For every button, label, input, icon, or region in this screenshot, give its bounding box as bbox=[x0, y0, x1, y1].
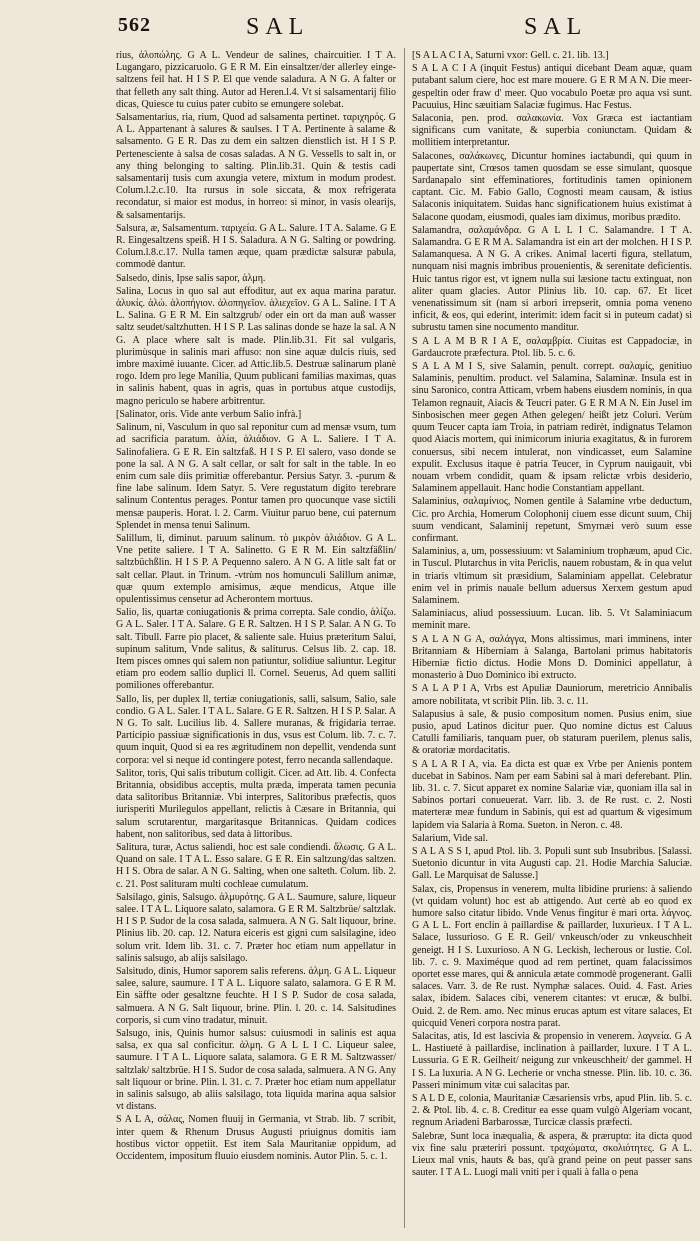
dictionary-entry: Salsitudo, dinis, Humor saporem salis referens. ἁλμη. G A L. Liqueur salee, salure, saumure. I T A L. Liquore salato, salamora. G E R M. Ein säffte oder gesaltzne feuchte. H I S P. Sudor de cosa salada, salmuera. A N G. Salt liquour, brine. Plin. l. 20. c. 14. Salsitudines corporis, si cum vino tradatur, minuit. bbox=[116, 966, 396, 1026]
dictionary-entry: Salaminiacus, aliud possessiuum. Lucan. lib. 5. Vt Salaminiacum meminit mare. bbox=[412, 608, 692, 632]
dictionary-entry: S A L D E, colonia, Mauritaniæ Cæsariensis vrbs, apud Plin. lib. 5. c. 2. & Ptol. lib. 4. c. 8. Creditur ea esse quam vulgò Algeriam vocant, regnum Ariadeni Barbarossæ, Turcicæ classis præfecti. bbox=[412, 1093, 692, 1129]
dictionary-entry: Salsilago, ginis, Salsugo. ἁλμυρότης. G A L. Saumure, salure, liqueur salee. I T A L. Liquore salato, salamora. G E R M. Saltzbrüe/ saltzlak. H I S P. Sudor de la cosa salada, salmuera. A N G. Salt liquour, brine. Plinius lib. 20. cap. 12. Natura eiceris est gigni cum salsilagine, ideo solum vrit. Idem lib. 31. c. 7. Præter hoc etiam num appellatur in salinis salsugo, ab alijs salsilago. bbox=[116, 891, 396, 964]
dictionary-entry: S A L A R I A, via. Ea dicta est quæ ex Vrbe per Anienis pontem ducebat in Sabinos. Nam per eam Sabini sal à mari deferebant. Plin. lib. 31. c. 7. Sicut apparet ex nomine Salariæ viæ, quoniam illa sal in Sabinos portari conueuerat. Varr. lib. 3. de Re rust. c. 2. Nosti materteræ meæ fundum in Sabinis, qui est ad quartum & vigesimum lapidem via Salaria à Roma. Sueton. in Neron. c. 48. bbox=[412, 758, 692, 831]
left-column bbox=[116, 50, 396, 1230]
dictionary-entry: Salio, lis, quartæ coniugationis & prima correpta. Sale condio, ἁλίζω. G A L. Saler. I T A. Salare. G E R. Saltzen. H I S P. Salar. A N G. To salt. Tibull. Farre pio placet, & saliente sale. Huius præteritum Salui, supinum salitum, Vnde salitus, & saliturus. Celsus lib. 2. cap. 18. Item pisces omnes qui salem non patiuntur, solidiue saliuntur. Legitur etiam pro eodem sallio duplici ll. Cornel. Seuerus, Ad quem salliti pomiliones offerebantur. bbox=[116, 607, 396, 692]
dictionary-entry: Salsamentarius, ria, rium, Quod ad salsamenta pertinet. ταριχηρός. G A L. Appartenant à salures & saulses. I T A. Pertinente à salame & salsamento. G E R. Das zu dem ein saltzen dienstlich ist. H I S P. Pertenesciente à salsa de cosas saladas. A N G. Vessells to salt in, or any thing belonging to salting. Plin.lib.31. Quin & testis cadi salsamentarij tusis cum axungia vetere, mixtum in modum prodest. Colum.l.2.c.10. Ita rursus in sole siccata, & mox refrigerata recondatur, si maior est modus, in horreo: si minor, in vasis olearijs, & salsamentarijs. bbox=[116, 112, 396, 221]
dictionary-entry: Salaminius, a, um, possessiuum: vt Salaminium trophæum, apud Cic. in Tuscul. Plutarchus in vita Periclis, nauem robustam, & in qua velut in triaris vltimum sit præsidium, Salaminiam appellat. Celebratur enim vel in primis nauale bellum aduersus Xerxem gestum apud Salaminem. bbox=[412, 546, 692, 606]
page-number: 562 bbox=[118, 14, 151, 36]
dictionary-entry: Salinum, ni, Vasculum in quo sal reponitur cum ad mensæ vsum, tum ad sacrificia paratum. ἁλία, ἁλιάδιον. G A L. Saliere. I T A. Salinofaliera. G E R. Ein saltzfaß. H I S P. El salero, vaso donde se pone la sal. A N G. A salt cellar, or salt for salt in the table. In eo enim cum sale diis primitiæ offerebantur. Persius Satyr. 3. -purum & fine labe salinum. Idem Satyr. 5. Vere regustatum digito terebrare salinum Contentus perages. Pontur tamen pro quocunque vase sictili mensæ pauperis. Horat. l. 2. Carm. Viuitur paruo bene, cui paternum Splendet in mensa tenui Salinum. bbox=[116, 422, 396, 531]
dictionary-entry: Salsedo, dinis, Ipse salis sapor, ἁλμη. bbox=[116, 272, 266, 284]
dictionary-entry: Salamandra, σαλαμάνδρα. G A L L I C. Salamandre. I T A. Salamandra. G E R M A. Salamandra ist ein art der molchen. H I S P. Salamanquesa. A N G. A crikes. Animal lacerti figura, stellatum, nunquam nisi magnis imbribus prouenientis, & serenitate deficientis. Huic tantus rigor est, vt ignem nulla sui læsione tactu extinguat, non aliter quam glacies. Autor Plinius lib. 10. cap. 67. Et licet venenatissimum sit (nam si arbori irrepserit, omnia poma veneno inficit, & eos, qui ederint, interimit: idem facit si in puteum cadat) si subrustu tamen sine nocumento manditur. bbox=[412, 224, 692, 334]
dictionary-entry: S A L A P I A, Vrbs est Apuliæ Dauniorum, meretricio Annibalis amore nobilitata, vt scribit Plin. lib. 3. c. 11. bbox=[412, 683, 692, 707]
dictionary-entry: Salaminius, σαλαμίνιος, Nomen gentile à Salamine vrbe deductum, Cic. pro Archia, Homerum Colophonij ciuem esse dicunt suum, Chij suum vendicant, Salaminij repetunt, Smyrnæi verò suum esse confirmant. bbox=[412, 496, 692, 544]
dictionary-entry: Salsura, æ, Salsamentum. ταριχεία. G A L. Salure. I T A. Salame. G E R. Eingesaltzens speiß. H I S. Saladura. A N G. Salting or powdring. Colum.l.8.c.17. Nulla tamen æque, quam prædictæ salsuræ pabula, commodè dantur. bbox=[116, 222, 396, 271]
dictionary-entry: Salebræ, Sunt loca inæqualia, & aspera, & præruptα: ita dicta quod vix fine salu præteriri possunt. τραχώματα, σκολιότητες. G A L. Lieux mal vnis, hauts & bas, qu'à grand peine on peut passer sans sauter. I T A L. Luogi mali vniti per i quali à falla o pena bbox=[412, 1130, 692, 1179]
dictionary-entry: S A L A N G A, σαλάγγα, Mons altissimus, mari imminens, inter Britanniam & Hiberniam à Salanga, Bartolani primus habitatoris Hiberniæ fictio dictus. Hodie Mons D. Dominici appellatur, à monasterio à Duo Dominico ibi extructo. bbox=[412, 633, 692, 682]
dictionary-entry: S A L A, σάλας, Nomen fluuij in Germania, vt Strab. lib. 7 scribit, inter quem & Rhenum Drusus Augusti priuignus domitis iam hostibus victor oppetiit. Est item Sala Mauritaniæ oppidum, ad Occidentem, impositum fluuio eiusdem nominis. Autor Plin. 5. c. 1. bbox=[116, 1114, 396, 1163]
dictionary-entry: S A L A M B R I A E, σαλαμβρία. Ciuitas est Cappadociæ, in Gardaucrote præfectura. Ptol. lib. 5. c. 6. bbox=[412, 335, 692, 359]
right-column bbox=[412, 50, 692, 1230]
dictionary-entry: [S A L A C I A, Saturni vxor: Gell. c. 21. lib. 13.] bbox=[412, 50, 609, 61]
dictionary-entry: Salillum, li, diminut. paruum salinum. τὸ μικρὸν ἁλιάδιον. G A L. Vne petite saliere. I T A. Salinetto. G E R M. Ein saltzfäßlin/ saltzbüchßlin. H I S P. A Pequenno salero. A N G. A litle salt fat or salt cellar. Plaut. in Trinum. -vtrùm nos homunculi Salillum animæ, quæ quum extemplo amisimus, æque mendicus, Atque ille opulentissimus censetur ad Acherontem mortuus. bbox=[116, 532, 396, 605]
dictionary-entry: Salacitas, atis, Id est lascivia & propensio in venerem. λαγνεία. G A L. Hastiueté à paillardise, inclination à paillarder, luxure. I T A L. Lussuria. G E R. Geilheit/ neigung zur vnkeuschheit/ der gammel. H I S. La luxuria. A N G. Lecherie or vncha stnesse. Plin. lib. 10. c. 36. Passeri minimum vitæ cui salacitas par. bbox=[412, 1031, 692, 1091]
running-head-right: SAL bbox=[524, 14, 588, 40]
dictionary-entry: Salax, cis, Propensus in venerem, multa libidine pruriens: à saliendo (vt quidam volunt) hoc est ab attigendo. Aut certè ab eo quod ex humore salso citatur libido. Vnde Venus fingitur è mari orta. λάγνος. G A L L. Fort enclin à paillardise & paillarder, luxurieux. I T A L. Salace, lussurioso. G E R. Geil/ vnkeusch/oder zu vnkeuschheit geneigt. H I S. Luxurioso. A N G. Leckish, lecherous or lustie. Col. lib. 7. c. 9. Maximéque quod ad rem pertinet, quam falacissimos oportet esse mares, qui & annicula ætate commodè progenerant. Galli salaces. Varr. 3. de Re rust. Nymphæ salaces. Ouid. 4. Fast. Aries salax, ibidem. Salaces cibi, venerem citantes: vt erucæ, & bulbi. Ouid. 2. de Rem. amo. Nec minus erucas aptum est vitare salaces, Et quicquid Veneri corpora nostra parat. bbox=[412, 883, 692, 1029]
dictionary-entry: Salsugo, inis, Quinis humor salsus: cuiusmodi in salinis est aqua salsa, ex qua sal conficitur. ἁλμη. G A L L I C. Liqueur salee, saumure. I T A L. Liquore salata, salamora. G E R M. Saltzwasser/ saltzlak/ saltzbrüe. H I S. Sudor de cosa salada, salmuera. A N G. Any salt liquour or brine. Plin. l. 31. c. 7. Præter hoc etiam num appellatur in salinis salsugo, ab aliis salsilago, tota liquida marina aqua salsior vt distans. bbox=[116, 1028, 396, 1113]
dictionary-entry: [Salinator, oris. Vide ante verbum Salio infrà.] bbox=[116, 408, 302, 420]
dictionary-entry: Salina, Locus in quo sal aut effoditur, aut ex aqua marina paratur. ἁλυκίς. ἁλώ. ἁλοπήγιον. ἁλοπηγεῖον. ἁλιεχεῖον. G A L. Saline. I T A L. Salina. G E R M. Ein saltzgrub/ oder ein ort da man auß wasser saltz seudet/saltzhutten. H I S P. Las salinas donde se haze la sal. A N G. A place where salt is made. Plin.lib.31. Fit sal vulgaris, plurimùsque in salinis mari affuso: non sine aquæ dulcis riuis, sed imbre maximè iuuante. Cicer. ad Attic.lib.5. Destruæ salinarum planè rogo. Idem pro lege Manilia, Quum publicani familias maximas, quas in salinis habent, quas in agris, quas in portubus atque custodijs, magno periculo se habere arbitrentur. bbox=[116, 285, 396, 407]
dictionary-entry: Salacones, σαλάκωνες, Dicuntur homines iactabundi, qui quum in paupertate sint, Crœsos tamen quosdam se esse simulant, quosque Sardanapalo sint effeminatiores, fortitudinis tamen opinionem captant. Cic. M. Fabio Gallo, Cognosti meam causam, & istius Salaconis iniquitatem. Suidas hanc significationem huius existimat à Salacone quodam, eiusmodi, quales iam diximus, moribus prædito. bbox=[412, 150, 692, 223]
dictionary-entry: rius, ἁλοπώλης. G A L. Vendeur de salines, chaircuitier. I T A. Lugangaro, pizzicaruolo. G E R M. Ein einsaltzer/der allerley einge-saltzens feil hat. H I S P. El que vende saladura. A N G. A falter or that felleth any salt thing. Autor ad Heren.l.4. Vt si salsamentarij filio dicas, Quiesce tu cuius pater cubito se emungere solebat. bbox=[116, 50, 396, 110]
dictionary-entry: Salarium, Vide sal. bbox=[412, 832, 488, 844]
dictionary-entry: Sallo, lis, per duplex ll, tertiæ coniugationis, salli, salsum, Salio, sale condio. G A L. Saler. I T A L. Salare. G E R. Saltzen. H I S P. Salar. A N G. To salt. Lucilius lib. 4. Sallere muranas, & frigidaria terrae. Participio passiuæ significationis in dus, vsus est Colum. lib. 7. c. 7. quum inquit, Quod si ea res ægritudinem non depellit, vendenda sunt corpora: vel si neque id contingere potest, ferro necanda sallendaque. bbox=[116, 693, 396, 766]
dictionary-entry: S A L A C I A (inquit Festus) antiqui dicebant Deam aquæ, quam putabant salum ciere, hoc est mare mouere. G E R M A N. Die meer-gespeltin oder fraw d' meer. Quo vocabulo Poetæ pro aqua vsi sunt. Pacuuius, Hinc sæuitiam Salaciæ fugimus. Hac Festus. bbox=[412, 63, 692, 111]
dictionary-entry: Salitura, turæ, Actus saliendi, hoc est sale condiendi. ἅλωσις. G A L. Quand on sale. I T A L. Esso salare. G E R. Ein saltzung/das saltzen. H I S. Obra de salar. A N G. Salting, when one salteth. Colum. lib. 2. c. 21. Post salituram multi cochleae cumulatum. bbox=[116, 842, 396, 890]
dictionary-entry: S A L A M I S, sive Salamin, penult. corrept. σαλαμίς, genitiuo Salaminis, penultim. product. vel Salamina, Salaminæ. Insula est in sinu Saronico, contra Atticam, vrbem habens eiusdem nominis, in qua Telamon regnauit, Aiacis & Teucri pater. G E R M A N. Ein Jusel im Sinbosischen meer gegen Athen gelegen/ heißt jetz Coluri. Verùm quum Teucer capta iam Troia, in patriam redirèt, indignatus Telamon quod Aiacis mortem, qui inimicorum iniuria exagitatus, & in furorem conuersus, sibi necem intulerat, non vindicasset, eum Salamine expulit. Exclusus itaque è patria Teucer, in Cyprum nauigauit, vbi nouam vrbem condidit, quam & ipsam relictæ vrbis desiderio, Salaminem appellauit. Hanc hodie Constantiam appellant. bbox=[412, 361, 692, 495]
dictionary-entry: S A L A S S I, apud Ptol. lib. 3. Populi sunt sub Insubribus. [Salassi. Suetonio dicuntur in vita Augusti cap. 21. Hodie Marchia Saluciæ. Gall. Le Marquisat de Salusse.] bbox=[412, 846, 692, 882]
running-head-left: SAL bbox=[246, 14, 310, 40]
dictionary-entry: Salitor, toris, Qui salis tributum colligit. Cicer. ad Att. lib. 4. Confecta Britannia, obsidibus acceptis, multa præda, imperata tamen pecunia data salitoribus Britanniæ. Vbi interpres, Salitoribus præfectis, quos iurisperiti Murilegulos appellant, relictis à Cæsare in Britannia, qui salum scrutarentur, margaritasque Britannicas. Quidam codices habent, non salitoribus, sed data à littoribus. bbox=[116, 767, 396, 840]
dictionary-entry: Salaconia, pen. prod. σαλακωνία. Vox Græca est iactantiam significans cum vanitate, & superbia coniunctam. Quidam & mollitiem interpretantur. bbox=[412, 113, 692, 149]
column-divider bbox=[404, 48, 405, 1228]
page-header bbox=[0, 0, 700, 44]
dictionary-entry: Salapusius à sale, & pusio compositum nomen. Pusius enim, siue pusio, apud Latinos dicitur puer. Quo nomine dictus est Caluus Catulli familiaris, tanquam puer, ob staturam puerilem, plenus salis, & oratoriæ mordacitatis. bbox=[412, 708, 692, 757]
